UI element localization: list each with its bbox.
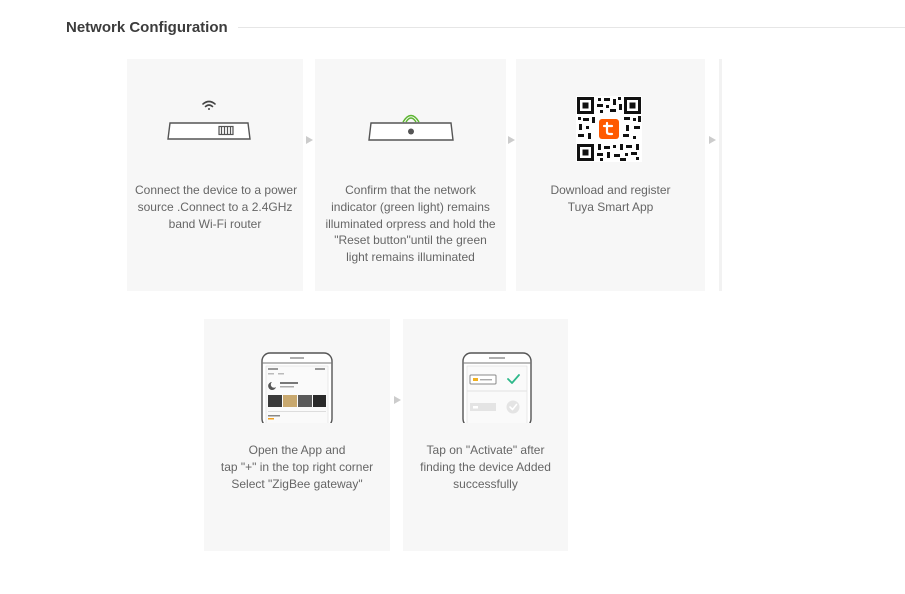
- smartphone-icon: [260, 351, 334, 423]
- qr-code-icon[interactable]: [576, 96, 642, 162]
- page-title: Network Configuration: [66, 18, 228, 36]
- step-card-partial: [719, 59, 722, 291]
- tuya-logo-icon: [599, 119, 619, 139]
- smartphone-icon: [461, 351, 533, 423]
- indicator-light-icon: [403, 116, 419, 123]
- step-card-activate: [403, 319, 568, 551]
- step-description: Open the App and tap "+" in the top right corner Select "ZigBee gateway": [220, 443, 374, 491]
- step-card-confirm-indicator: [315, 59, 506, 291]
- step-card-download-app: [516, 59, 705, 291]
- arrow-right-icon: [508, 136, 515, 144]
- step-card-connect-power: [127, 59, 303, 291]
- step-description: Download and register Tuya Smart App: [550, 183, 671, 214]
- check-icon: [507, 401, 520, 414]
- step-description: Tap on "Activate" after finding the device Added successfully: [420, 443, 551, 491]
- step-description: Confirm that the network indicator (green light) remains illuminated orpress and hold the "Reset button"until the green light remains illuminated: [325, 183, 496, 265]
- arrow-right-icon: [394, 396, 401, 404]
- step-card-open-app: [204, 319, 390, 551]
- section-header: [66, 16, 905, 38]
- gateway-device-icon: [164, 95, 254, 145]
- header-divider: [238, 27, 905, 28]
- step-description: Connect the device to a power source .Connect to a 2.4GHz band Wi-Fi router: [135, 183, 298, 231]
- gateway-device-icon: [361, 95, 461, 145]
- arrow-right-icon: [709, 136, 716, 144]
- arrow-right-icon: [306, 136, 313, 144]
- wifi-icon: [203, 102, 215, 111]
